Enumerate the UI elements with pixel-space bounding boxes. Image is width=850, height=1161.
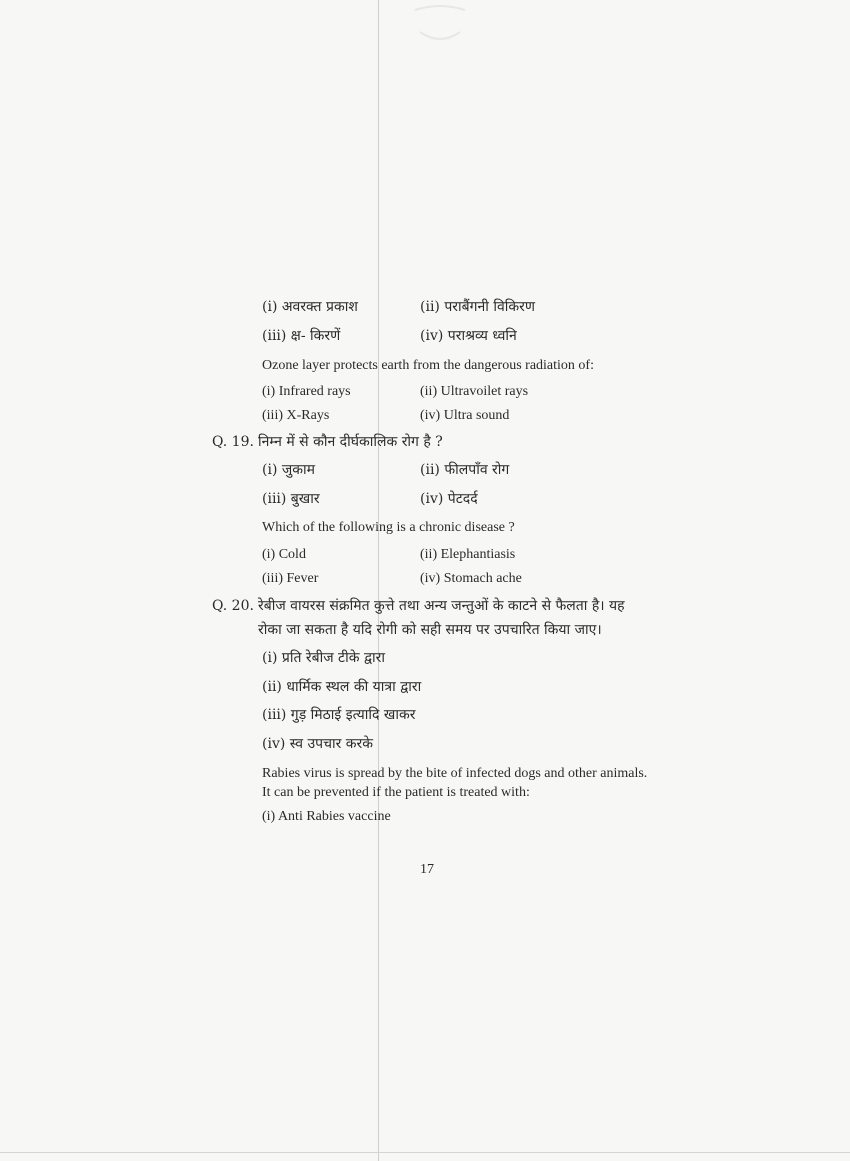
q19-hindi-option-4: (iv) पेटदर्द [420,491,478,507]
q19-english-option-4: (iv) Stomach ache [420,571,522,586]
q18-english-option-3: (iii) X-Rays [262,408,330,423]
q18-english-option-1: (i) Infrared rays [262,384,351,399]
q20-hindi-option-2: (ii) धार्मिक स्थल की यात्रा द्वारा [262,679,422,695]
q19-hindi-option-1: (i) जुकाम [262,462,315,478]
q20-label: Q. 20. [212,598,254,614]
page-number: 17 [420,862,434,877]
page-fold-line [378,0,379,1161]
q19-english-option-1: (i) Cold [262,547,306,562]
q20-hindi-option-1: (i) प्रति रेबीज टीके द्वारा [262,650,385,666]
q19-hindi-question: निम्न में से कौन दीर्घकालिक रोग है ? [258,434,443,450]
q19-label: Q. 19. [212,434,254,450]
q18-hindi-option-3: (iii) क्ष- किरणें [262,328,341,344]
q18-hindi-option-4: (iv) पराश्रव्य ध्वनि [420,328,517,344]
q20-hindi-question-line-2: रोका जा सकता है यदि रोगी को सही समय पर उपचारित किया जाए। [258,622,602,638]
q20-hindi-option-3: (iii) गुड़ मिठाई इत्यादि खाकर [262,707,416,723]
q19-hindi-option-2: (ii) फीलपाँव रोग [420,462,510,478]
q18-hindi-option-2: (ii) पराबैंगनी विकिरण [420,299,535,315]
q20-english-question-line-2: It can be prevented if the patient is treated with: [262,785,530,800]
q18-english-option-2: (ii) Ultravoilet rays [420,384,529,399]
q19-english-question: Which of the following is a chronic disease ? [262,520,515,535]
q20-english-question-line-1: Rabies virus is spread by the bite of infected dogs and other animals. [262,766,648,781]
q18-english-question: Ozone layer protects earth from the dangerous radiation of: [262,358,594,373]
q20-hindi-option-4: (iv) स्व उपचार करके [262,736,373,752]
q18-hindi-option-1: (i) अवरक्त प्रकाश [262,299,358,315]
q19-hindi-option-3: (iii) बुखार [262,491,320,507]
page-bottom-edge [0,1152,850,1153]
q19-english-option-3: (iii) Fever [262,571,319,586]
faint-stamp-mark [405,2,475,46]
q20-hindi-question-line-1: रेबीज वायरस संक्रमित कुत्ते तथा अन्य जन्तुओं के काटने से फैलता है। यह [258,598,625,614]
q18-english-option-4: (iv) Ultra sound [420,408,510,423]
q20-english-option-1: (i) Anti Rabies vaccine [262,809,391,824]
q19-english-option-2: (ii) Elephantiasis [420,547,516,562]
